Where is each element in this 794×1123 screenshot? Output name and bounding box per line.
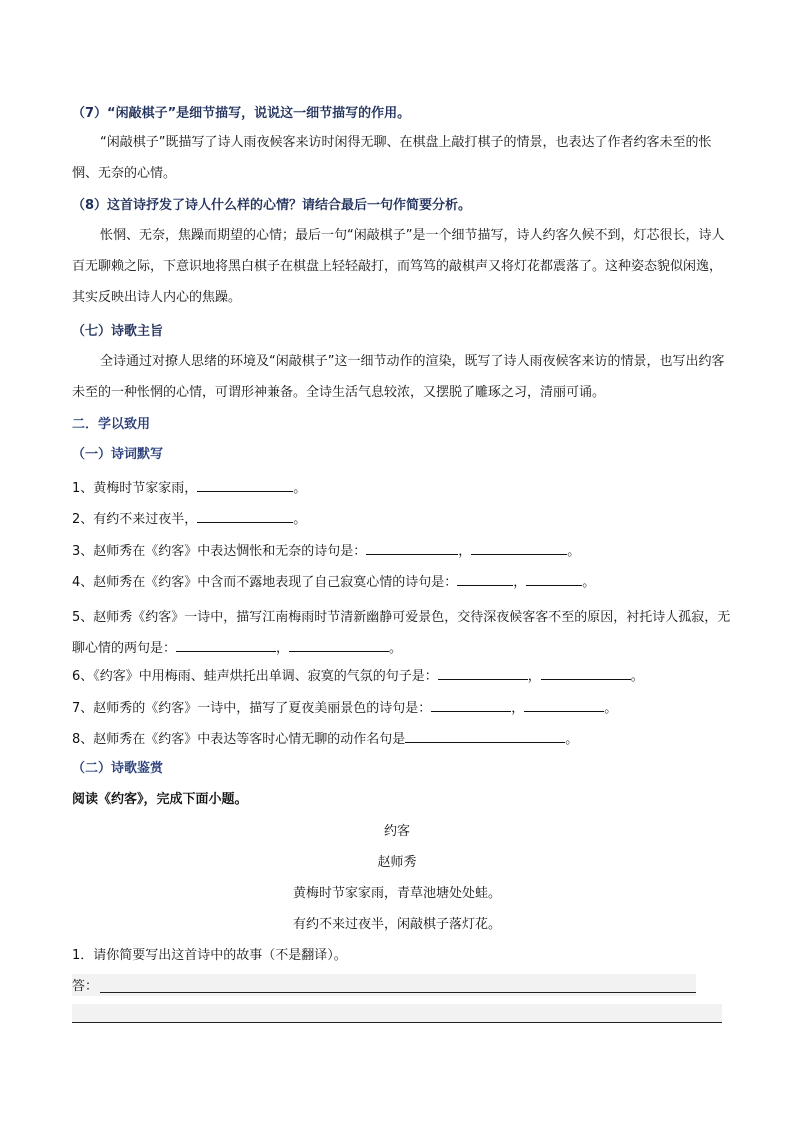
poem-title: 约客 bbox=[383, 824, 410, 839]
answer-blank[interactable] bbox=[197, 477, 293, 492]
answer-blank[interactable] bbox=[471, 540, 567, 555]
dictation-item-6: 6、《约客》中用梅雨、蛙声烘托出单调、寂寞的气氛的句子是： ， 。 bbox=[72, 665, 732, 687]
dictation-item-2: 2、有约不来过夜半， 。 bbox=[72, 508, 732, 530]
dictation-item-1: 1、黄梅时节家家雨， 。 bbox=[72, 477, 732, 499]
dictation-prompt: 7、赵师秀的《约客》一诗中，描写了夏夜美丽景色的诗句是： bbox=[72, 701, 432, 716]
dictation-prompt: 6、《约客》中用梅雨、蛙声烘托出单调、寂寞的气氛的句子是： bbox=[72, 669, 438, 684]
reading-instruction: 阅读《约客》，完成下面小题。 bbox=[72, 792, 248, 807]
dictation-prompt: 2、有约不来过夜半， bbox=[72, 512, 198, 527]
theme-text: 全诗通过对撩人思绪的环境及“闲敲棋子”这一细节动作的渲染，既写了诗人雨夜候客来访的情景，也写出约客未至的一种怅惘的心情，可谓形神兼备。全诗生活气息较浓，又摆脱了雕琢之习，清丽可诵。 bbox=[72, 354, 725, 400]
dictation-item-4: 4、赵师秀在《约客》中含而不露地表现了自己寂寞心情的诗句是： ， 。 bbox=[72, 571, 732, 593]
dictation-prompt: 1、黄梅时节家家雨， bbox=[72, 481, 198, 496]
dictation-prompt: 4、赵师秀在《约客》中含而不露地表现了自己寂寞心情的诗句是： bbox=[72, 575, 458, 590]
answer-blank[interactable] bbox=[526, 571, 582, 586]
answer-blank[interactable] bbox=[176, 637, 276, 652]
dictation-prompt: 5、赵师秀《约客》一诗中，描写江南梅雨时节清新幽静可爱景色，交待深夜候客客不至的原因，衬托诗人孤寂，无聊心情的两句是： bbox=[72, 610, 731, 656]
dictation-prompt: 8、赵师秀在《约客》中表达等客时心情无聊的动作名句是 bbox=[72, 732, 406, 747]
answer-blank[interactable] bbox=[197, 508, 293, 523]
poem-line-2: 有约不来过夜半，闲敲棋子落灯花。 bbox=[292, 917, 501, 932]
question-8-answer: 怅惘、无奈，焦躁而期望的心情；最后一句“闲敲棋子”是一个细节描写，诗人约客久候不到，灯芯很长，诗人百无聊赖之际，下意识地将黑白棋子在棋盘上轻轻敲打，而笃笃的敲棋声又将灯花都震落了。这种姿态貌似闲逸，其实反映出诗人内心的焦躁。 bbox=[72, 228, 725, 305]
theme-heading: （七）诗歌主旨 bbox=[72, 324, 164, 339]
answer-line-1[interactable] bbox=[100, 992, 696, 993]
answer-label: 答： bbox=[72, 979, 99, 994]
answer-area-shading bbox=[72, 1004, 722, 1022]
question-7-answer: “闲敲棋子”既描写了诗人雨夜候客来访时闲得无聊、在棋盘上敲打棋子的情景，也表达了作者约客未至的怅惘、无奈的心情。 bbox=[72, 135, 712, 181]
dictation-heading: （一）诗词默写 bbox=[72, 447, 164, 462]
answer-blank[interactable] bbox=[524, 697, 604, 712]
appreciation-heading: （二）诗歌鉴赏 bbox=[72, 761, 164, 776]
answer-blank[interactable] bbox=[541, 665, 631, 680]
answer-blank[interactable] bbox=[366, 540, 458, 555]
answer-blank[interactable] bbox=[457, 571, 513, 586]
question-8-title: （8）这首诗抒发了诗人什么样的心情？请结合最后一句作简要分析。 bbox=[72, 198, 472, 213]
answer-blank[interactable] bbox=[431, 697, 511, 712]
poem-author: 赵师秀 bbox=[377, 855, 417, 870]
part-two-heading: 二．学以致用 bbox=[72, 417, 151, 432]
dictation-item-3: 3、赵师秀在《约客》中表达惆怅和无奈的诗句是： ， 。 bbox=[72, 540, 732, 562]
answer-blank[interactable] bbox=[289, 637, 389, 652]
dictation-item-5: 5、赵师秀《约客》一诗中，描写江南梅雨时节清新幽静可爱景色，交待深夜候客客不至的原因，衬托诗人孤寂，无聊心情的两句是： ， 。 bbox=[72, 610, 731, 656]
dictation-item-8: 8、赵师秀在《约客》中表达等客时心情无聊的动作名句是 。 bbox=[72, 728, 732, 750]
poem-line-1: 黄梅时节家家雨，青草池塘处处蛙。 bbox=[292, 886, 501, 901]
dictation-prompt: 3、赵师秀在《约客》中表达惆怅和无奈的诗句是： bbox=[72, 544, 367, 559]
answer-blank[interactable] bbox=[438, 665, 528, 680]
answer-blank[interactable] bbox=[405, 728, 565, 743]
appreciation-question-1: 1．请你简要写出这首诗中的故事（不是翻译）。 bbox=[72, 948, 347, 963]
dictation-item-7: 7、赵师秀的《约客》一诗中，描写了夏夜美丽景色的诗句是： ， 。 bbox=[72, 697, 732, 719]
answer-line-2[interactable] bbox=[72, 1022, 722, 1023]
question-7-title: （7）“闲敲棋子”是细节描写，说说这一细节描写的作用。 bbox=[72, 106, 411, 121]
